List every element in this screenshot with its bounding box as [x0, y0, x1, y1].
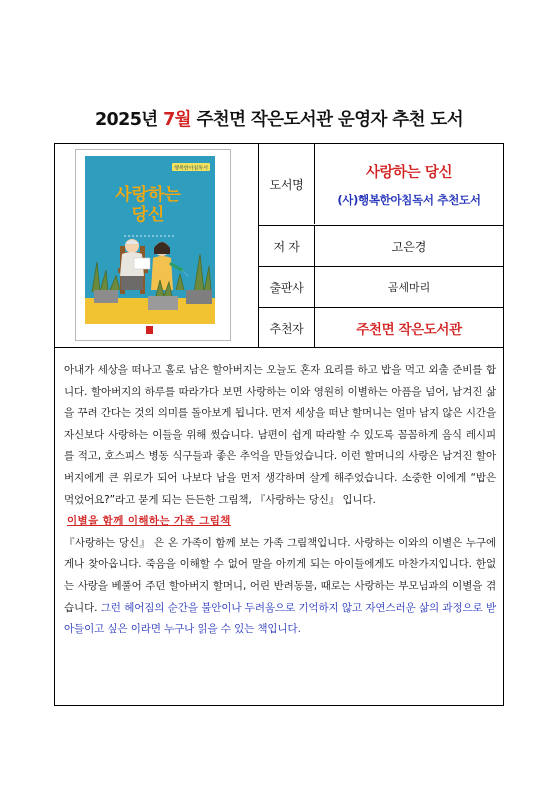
paragraph-2-highlight: 그런 헤어짐의 순간을 불안이나 두려움으로 기억하지 않고 자연스러운 삶의 과정으로 받아들이고 싶은 이라면 누구나 읽을 수 있는 책입니다. [64, 601, 496, 636]
info-label: 도서명 [259, 144, 315, 224]
paragraph-2-text: 『사랑하는 당신』 은 온 가족이 함께 보는 가족 그림책입니다. 사랑하는 이와의 이별은 누구에게나 찾아옵니다. 죽음을 이해할 수 없어 말을 아끼게 되는 아이들에게도 마찬가지입니다. 한없는 사랑을 베풀어 주던 할아버지 할머니, 어린 반려동물, 때로는 사랑하는 부모님과의 이별을 겪습니다. [64, 536, 496, 614]
cover-cell [55, 144, 259, 347]
description-paragraph-2 [64, 533, 496, 641]
title-prefix: 2025년 [94, 110, 164, 130]
book-description [64, 360, 496, 641]
info-row-recommender [259, 307, 503, 348]
cover-title-line2: 당신 [131, 205, 165, 225]
author-value: 고은경 [391, 239, 427, 254]
book-cover [75, 149, 231, 341]
info-label: 추천자 [259, 308, 315, 348]
recommendation-sheet [54, 143, 504, 706]
recommender-value [315, 308, 503, 348]
publisher-value: 곰세마리 [387, 281, 431, 294]
description-paragraph-1: 아내가 세상을 떠나고 홀로 남은 할아버지는 오늘도 혼자 요리를 하고 밥을 먹고 외출 준비를 합니다. 할아버지의 하루를 따라가다 보면 사랑하는 이와 영원히 이별하는 아픔을 넘어, 남겨진 삶을 꾸려 간다는 것의 의미를 돌아보게 됩니다. 먼저 세상을 떠난 할머니는 얼마 남지 않은 시간을 자신보다 사랑하는 이들을 위해 썼습니다. 남편이 쉽게 따라할 수 있도록 꼼꼼하게 음식 레시피를 적고, 호스피스 병동 식구들과 좋은 추억을 만들었습니다. 이런 할머니의 사랑은 남겨진 할아버지에게 큰 위로가 되어 나보다 남을 먼저 생각하며 살게 해주었습니다. 소중한 이에게 “밥은 먹었어요?”라고 묻게 되는 든든한 그림책, 『사랑하는 당신』 입니다. [64, 364, 496, 506]
book-cover-illustration [76, 150, 230, 340]
info-row-title [259, 144, 503, 224]
book-title: 사랑하는 당신 [365, 164, 453, 181]
recommender-name: 주천면 작은도서관 [356, 322, 462, 338]
info-row-publisher [259, 266, 503, 307]
book-info-table [55, 144, 503, 348]
info-label: 저 자 [259, 226, 315, 266]
book-award: (사)행복한아침독서 추천도서 [337, 192, 481, 207]
page-title [0, 106, 558, 131]
info-label: 출판사 [259, 267, 315, 307]
cover-title-line1: 사랑하는 [115, 185, 181, 205]
title-suffix: 주천면 작은도서관 운영자 추천 도서 [190, 110, 464, 130]
title-month: 7월 [163, 110, 191, 130]
info-row-author [259, 225, 503, 266]
cover-badge: 행복한아침독서 [174, 165, 208, 172]
info-value [315, 144, 503, 224]
description-subheading: 이별을 함께 이해하는 가족 그림책 [67, 515, 231, 528]
